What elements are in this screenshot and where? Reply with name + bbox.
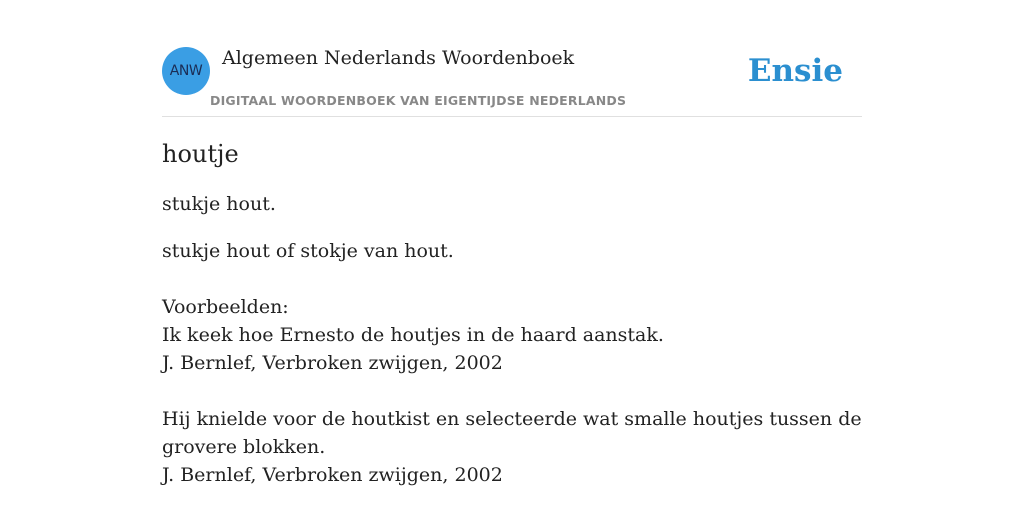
example-source: J. Bernlef, Verbroken zwijgen, 2002 [162, 352, 503, 374]
ensie-brand-logo[interactable]: Ensie [747, 53, 843, 89]
anw-logo[interactable] [162, 47, 210, 95]
example-text: Ik keek hoe Ernesto de houtjes in de haard aanstak. [162, 324, 664, 346]
site-subtitle: DIGITAAL WOORDENBOEK VAN EIGENTIJDSE NEDERLANDS [210, 93, 627, 108]
entry-content [162, 138, 862, 489]
site-title[interactable]: Algemeen Nederlands Woordenboek [222, 47, 575, 69]
logo-text: ANW [169, 63, 203, 79]
long-definition: stukje hout of stokje van hout. [162, 240, 454, 262]
examples-label: Voorbeelden: [162, 296, 289, 318]
site-header [162, 46, 862, 117]
example-item [162, 405, 862, 489]
short-definition: stukje hout. [162, 193, 276, 215]
example-item [162, 321, 862, 377]
example-text: Hij knielde voor de houtkist en selecteerde wat smalle houtjes tussen de grovere blokken. [162, 408, 862, 458]
entry-headword: houtje [162, 140, 239, 168]
examples-section [162, 293, 862, 489]
example-source: J. Bernlef, Verbroken zwijgen, 2002 [162, 464, 503, 486]
